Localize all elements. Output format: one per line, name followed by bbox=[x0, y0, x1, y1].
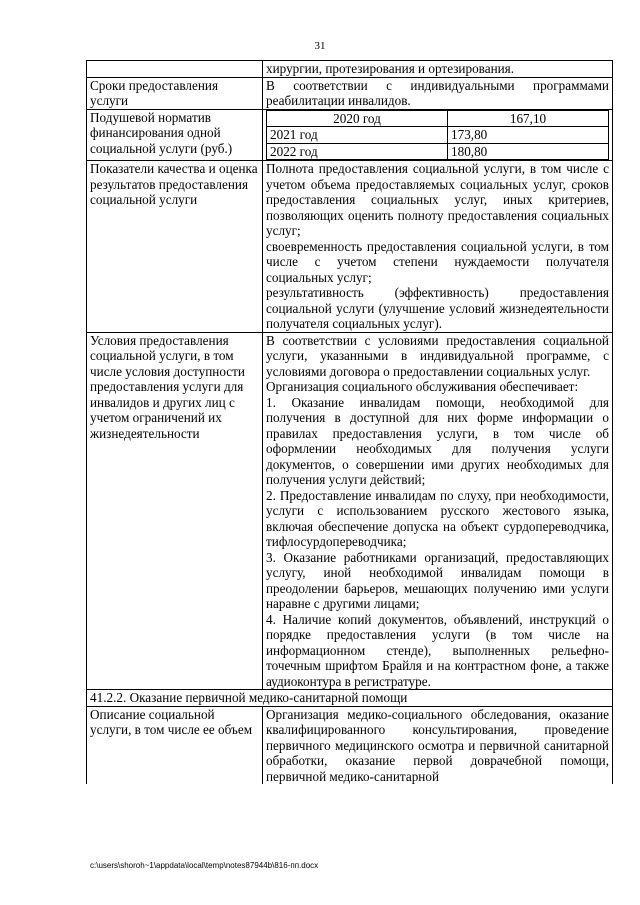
paragraph: 2. Предоставление инвалидам по слуху, при необходимости, услуги с использованием русского жестового языка, включая обеспечение допуска на объект сурдопереводчика, тифлосурдопереводчика; bbox=[266, 487, 609, 549]
value-cell: Организация медико-социального обследования, оказание квалифицированного консультирования, проведение первичного медицинского осмотра и первичной санитарной обработки, оказание первой доврачебной помощи, первичной медико-санитарной bbox=[263, 706, 613, 784]
table-row bbox=[87, 690, 613, 707]
value-cell bbox=[263, 332, 613, 690]
paragraph: Организация социального обслуживания обеспечивает: bbox=[266, 379, 579, 394]
norm-subtable-cell bbox=[263, 109, 613, 161]
paragraph: 1. Оказание инвалидам помощи, необходимой для получения в доступной для них форме информации о правилах предоставления услуги, в том числе об оформлении необходимых для получения услуги документов, о совершении ими других необходимых для получения услуги действий; bbox=[266, 394, 609, 487]
paragraph: 4. Наличие копий документов, объявлений, инструкций о порядке предоставления услуги (в том числе на информационном стенде), выполненных рельефно-точечным шрифтом Брайля и на контрастном фоне, а также аудиоконтура в регистратуре. bbox=[266, 611, 609, 689]
year-value: 180,80 bbox=[448, 143, 609, 160]
year-value: 167,10 bbox=[448, 110, 609, 127]
label-cell: Сроки предоставления услуги bbox=[87, 77, 263, 109]
paragraph: своевременность предоставления социальной услуги, в том числе с учетом степени нуждаемости получателя социальных услуг; bbox=[266, 238, 609, 285]
table-row bbox=[87, 61, 613, 78]
table-row bbox=[87, 706, 613, 784]
norm-subtable bbox=[266, 110, 609, 161]
table-row bbox=[87, 109, 613, 161]
paragraph: В соответствии с условиями предоставления социальной услуги, указанными в индивидуальной программе, с условиями договора о предоставлении социальных услуг. bbox=[266, 332, 609, 379]
paragraph: результативность (эффективность) предоставления социальной услуги (улучшение условий жизнедеятельности получателя социальных услуг). bbox=[266, 285, 609, 331]
year-value: 173,80 bbox=[448, 127, 609, 144]
paragraph: 3. Оказание работниками организаций, предоставляющих услугу, иной необходимой инвалидам помощи в преодолении барьеров, мешающих получению ими услуги наравне с другими лицами; bbox=[266, 549, 609, 611]
paragraph: Полнота предоставления социальной услуги, в том числе с учетом объема предоставляемых социальных услуг, сроков предоставления социальных услуг, иных критериев, позволяющих оценить полноту предоставления социальных услуг; bbox=[266, 161, 609, 238]
services-table bbox=[86, 60, 613, 784]
table-row bbox=[87, 77, 613, 109]
label-cell: Подушевой норматив финансирования одной социальной услуги (руб.) bbox=[87, 109, 263, 161]
label-cell: Описание социальной услуги, в том числе ее объем bbox=[87, 706, 263, 784]
year-label: 2020 год bbox=[267, 110, 448, 127]
value-cell: В соответствии с индивидуальными программами реабилитации инвалидов. bbox=[263, 77, 613, 109]
label-cell bbox=[87, 61, 263, 78]
table-row bbox=[87, 332, 613, 690]
year-label: 2021 год bbox=[267, 127, 448, 144]
label-cell: Условия предоставления социальной услуги, в том числе условия доступности предоставления услуги для инвалидов и других лиц с учетом ограничений их жизнедеятельности bbox=[87, 332, 263, 690]
year-row bbox=[267, 143, 609, 160]
section-heading: 41.2.2. Оказание первичной медико-санитарной помощи bbox=[87, 690, 613, 707]
year-row bbox=[267, 127, 609, 144]
value-cell: хирургии, протезирования и ортезирования. bbox=[263, 61, 613, 78]
table-row bbox=[87, 161, 613, 333]
page-number: 31 bbox=[314, 40, 326, 52]
year-label: 2022 год bbox=[267, 143, 448, 160]
label-cell: Показатели качества и оценка результатов предоставления социальной услуги bbox=[87, 161, 263, 333]
file-path-footer: c:\users\shoroh~1\appdata\local\temp\notes87944b\816-пп.docx bbox=[90, 861, 319, 870]
year-row bbox=[267, 110, 609, 127]
value-cell bbox=[263, 161, 613, 333]
